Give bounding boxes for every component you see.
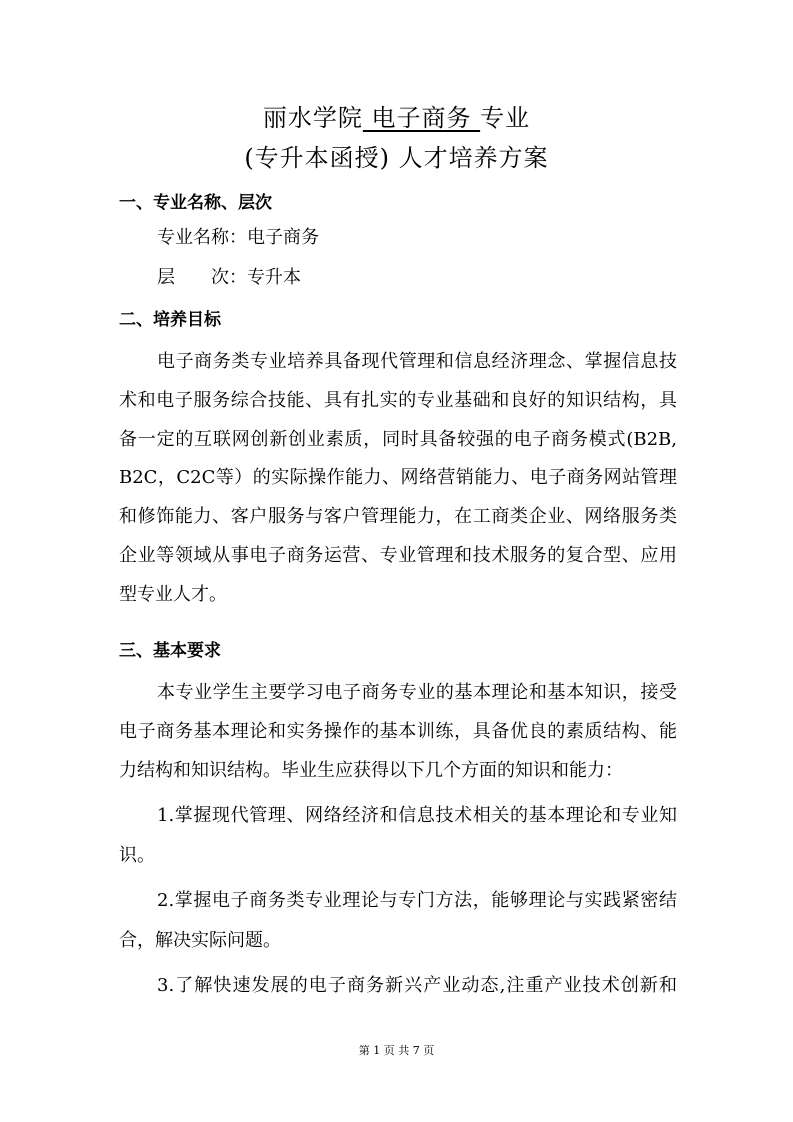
section-heading-3: 三、基本要求 xyxy=(119,641,221,661)
title-major: 电子商务 xyxy=(362,104,481,132)
requirement-item-1-cont: 识。 xyxy=(119,845,155,866)
paragraph-line: 术和电子服务综合技能、具有扎实的专业基础和良好的知识结构，具 xyxy=(119,390,677,411)
paragraph-line: 力结构和知识结构。毕业生应获得以下几个方面的知识和能力： xyxy=(119,760,623,781)
requirement-item-2-cont: 合，解决实际问题。 xyxy=(119,930,281,951)
paragraph-line: 企业等领域从事电子商务运营、专业管理和技术服务的复合型、应用 xyxy=(119,545,677,566)
paragraph-line: 和修饰能力、客户服务与客户管理能力，在工商类企业、网络服务类 xyxy=(119,506,677,527)
section-heading-2: 二、培养目标 xyxy=(119,310,221,330)
requirement-item-3: 3.了解快速发展的电子商务新兴产业动态,注重产业技术创新和 xyxy=(157,975,677,996)
paragraph-line: 型专业人才。 xyxy=(119,584,227,605)
paragraph-line: B2C，C2C等）的实际操作能力、网络营销能力、电子商务网站管理 xyxy=(119,467,677,488)
paragraph-line: 备一定的互联网创新创业素质，同时具备较强的电子商务模式(B2B, xyxy=(119,429,677,450)
title-school: 丽水学院 xyxy=(262,104,363,132)
level-line: 层 次：专升本 xyxy=(157,267,301,288)
requirement-item-1: 1.掌握现代管理、网络经济和信息技术相关的基本理论和专业知 xyxy=(157,805,677,826)
major-name-line: 专业名称：电子商务 xyxy=(157,227,319,248)
paragraph-line: 电子商务类专业培养具备现代管理和信息经济理念、掌握信息技 xyxy=(157,351,677,372)
paragraph-line: 电子商务基本理论和实务操作的基本训练，具备优良的素质结构、能 xyxy=(119,721,677,742)
section-heading-1: 一、专业名称、层次 xyxy=(119,193,272,213)
paragraph-line: 本专业学生主要学习电子商务专业的基本理论和基本知识，接受 xyxy=(157,682,677,703)
document-title-line1 xyxy=(0,103,793,133)
document-title-line2: (专升本函授) 人才培养方案 xyxy=(244,144,549,172)
page-footer: 第 1 页 共 7 页 xyxy=(358,1044,435,1057)
requirement-item-2: 2.掌握电子商务类专业理论与专门方法，能够理论与实践紧密结 xyxy=(157,890,677,911)
title-suffix: 专业 xyxy=(480,104,531,132)
